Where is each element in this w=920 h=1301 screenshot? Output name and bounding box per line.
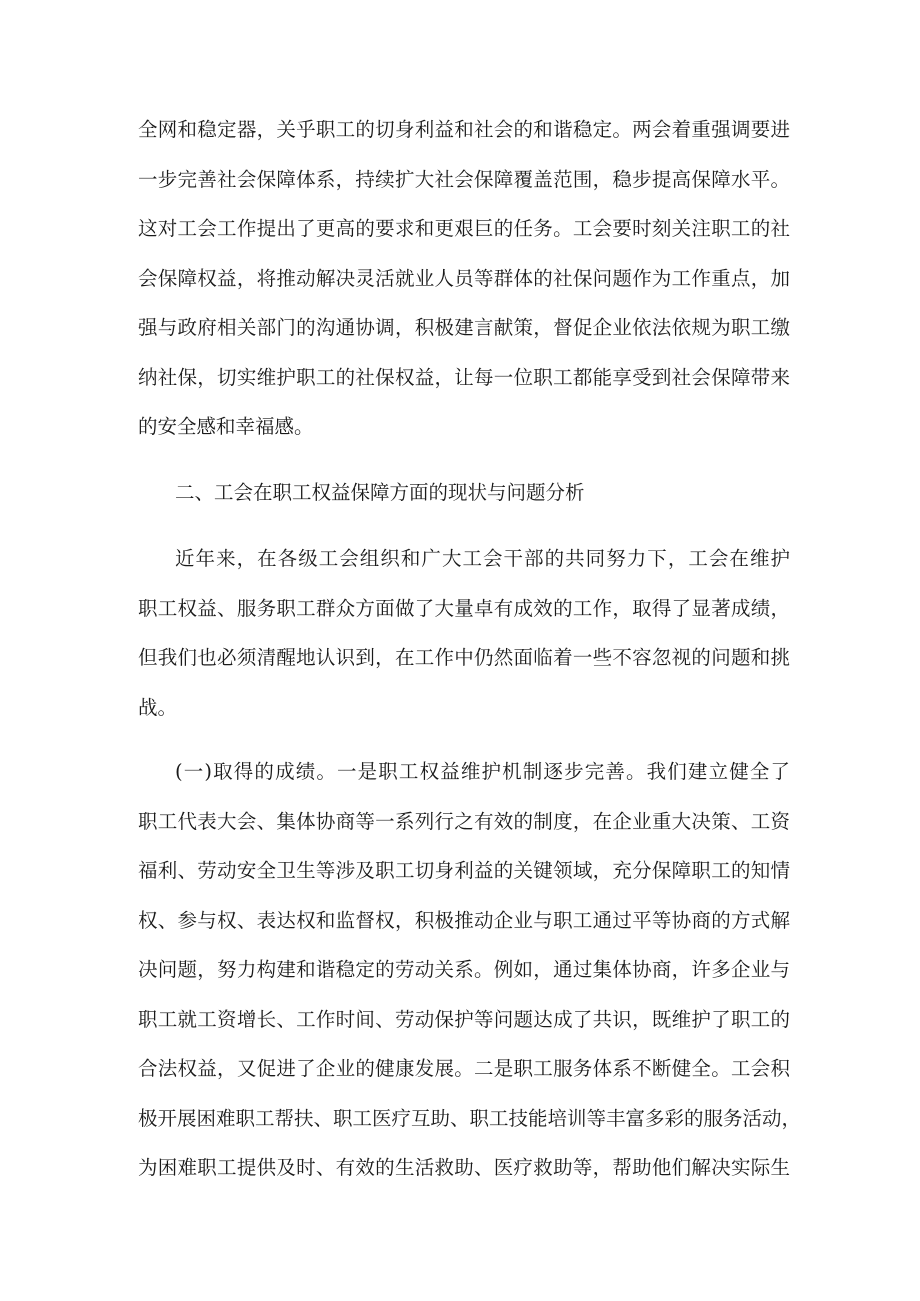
text-line: 为困难职工提供及时、有效的生活救助、医疗救助等，帮助他们解决实际生	[138, 1156, 790, 1179]
text-line: 极开展困难职工帮扶、职工医疗互助、职工技能培训等丰富多彩的服务活动，	[138, 1106, 802, 1130]
text-line: 近年来，在各级工会组织和广大工会干部的共同努力下，工会在维护	[175, 547, 790, 570]
paragraph-intro	[138, 534, 790, 732]
text-line: 职工代表大会、集体协商等一系列行之有效的制度，在企业重大决策、工资	[138, 809, 790, 833]
text-line: 职工权益、服务职工群众方面做了大量卓有成效的工作，取得了显著成绩，	[138, 596, 790, 620]
text-line: 职工就工资增长、工作时间、劳动保护等问题达成了共识，既维护了职工的	[138, 1007, 790, 1031]
text-line: 但我们也必须清醒地认识到，在工作中仍然面临着一些不容忽视的问题和挑	[138, 646, 790, 669]
text-line: 全网和稳定器，关乎职工的切身利益和社会的和谐稳定。两会着重强调要进	[138, 118, 790, 141]
text-line: 强与政府相关部门的沟通协调，积极建言献策，督促企业依法依规为职工缴	[138, 316, 790, 339]
section-heading-text: 二、工会在职工权益保障方面的现状与问题分析	[175, 481, 585, 504]
text-line: 福利、劳动安全卫生等涉及职工切身利益的关键领域，充分保障职工的知情	[138, 859, 790, 882]
text-line: 合法权益，又促进了企业的健康发展。二是职工服务体系不断健全。工会积	[138, 1057, 790, 1080]
text-line: (一)取得的成绩。一是职工权益维护机制逐步完善。我们建立健全了	[175, 760, 790, 783]
text-line: 战。	[138, 695, 178, 719]
text-line: 权、参与权、表达权和监督权，积极推动企业与职工通过平等协商的方式解	[138, 908, 790, 932]
text-line: 决问题，努力构建和谐稳定的劳动关系。例如，通过集体协商，许多企业与	[138, 958, 790, 981]
text-line: 会保障权益，将推动解决灵活就业人员等群体的社保问题作为工作重点，加	[138, 266, 790, 290]
text-line: 纳社保，切实维护职工的社保权益，让每一位职工都能享受到社会保障带来	[138, 365, 790, 389]
text-line: 这对工会工作提出了更高的要求和更艰巨的任务。工会要时刻关注职工的社	[138, 217, 790, 240]
text-line: 的安全感和幸福感。	[138, 415, 314, 438]
paragraph-achievements	[138, 747, 802, 1193]
text-line: 一步完善社会保障体系，持续扩大社会保障覆盖范围，稳步提高保障水平。	[138, 167, 790, 191]
section-heading	[138, 468, 790, 518]
paragraph-social-security	[138, 105, 790, 452]
